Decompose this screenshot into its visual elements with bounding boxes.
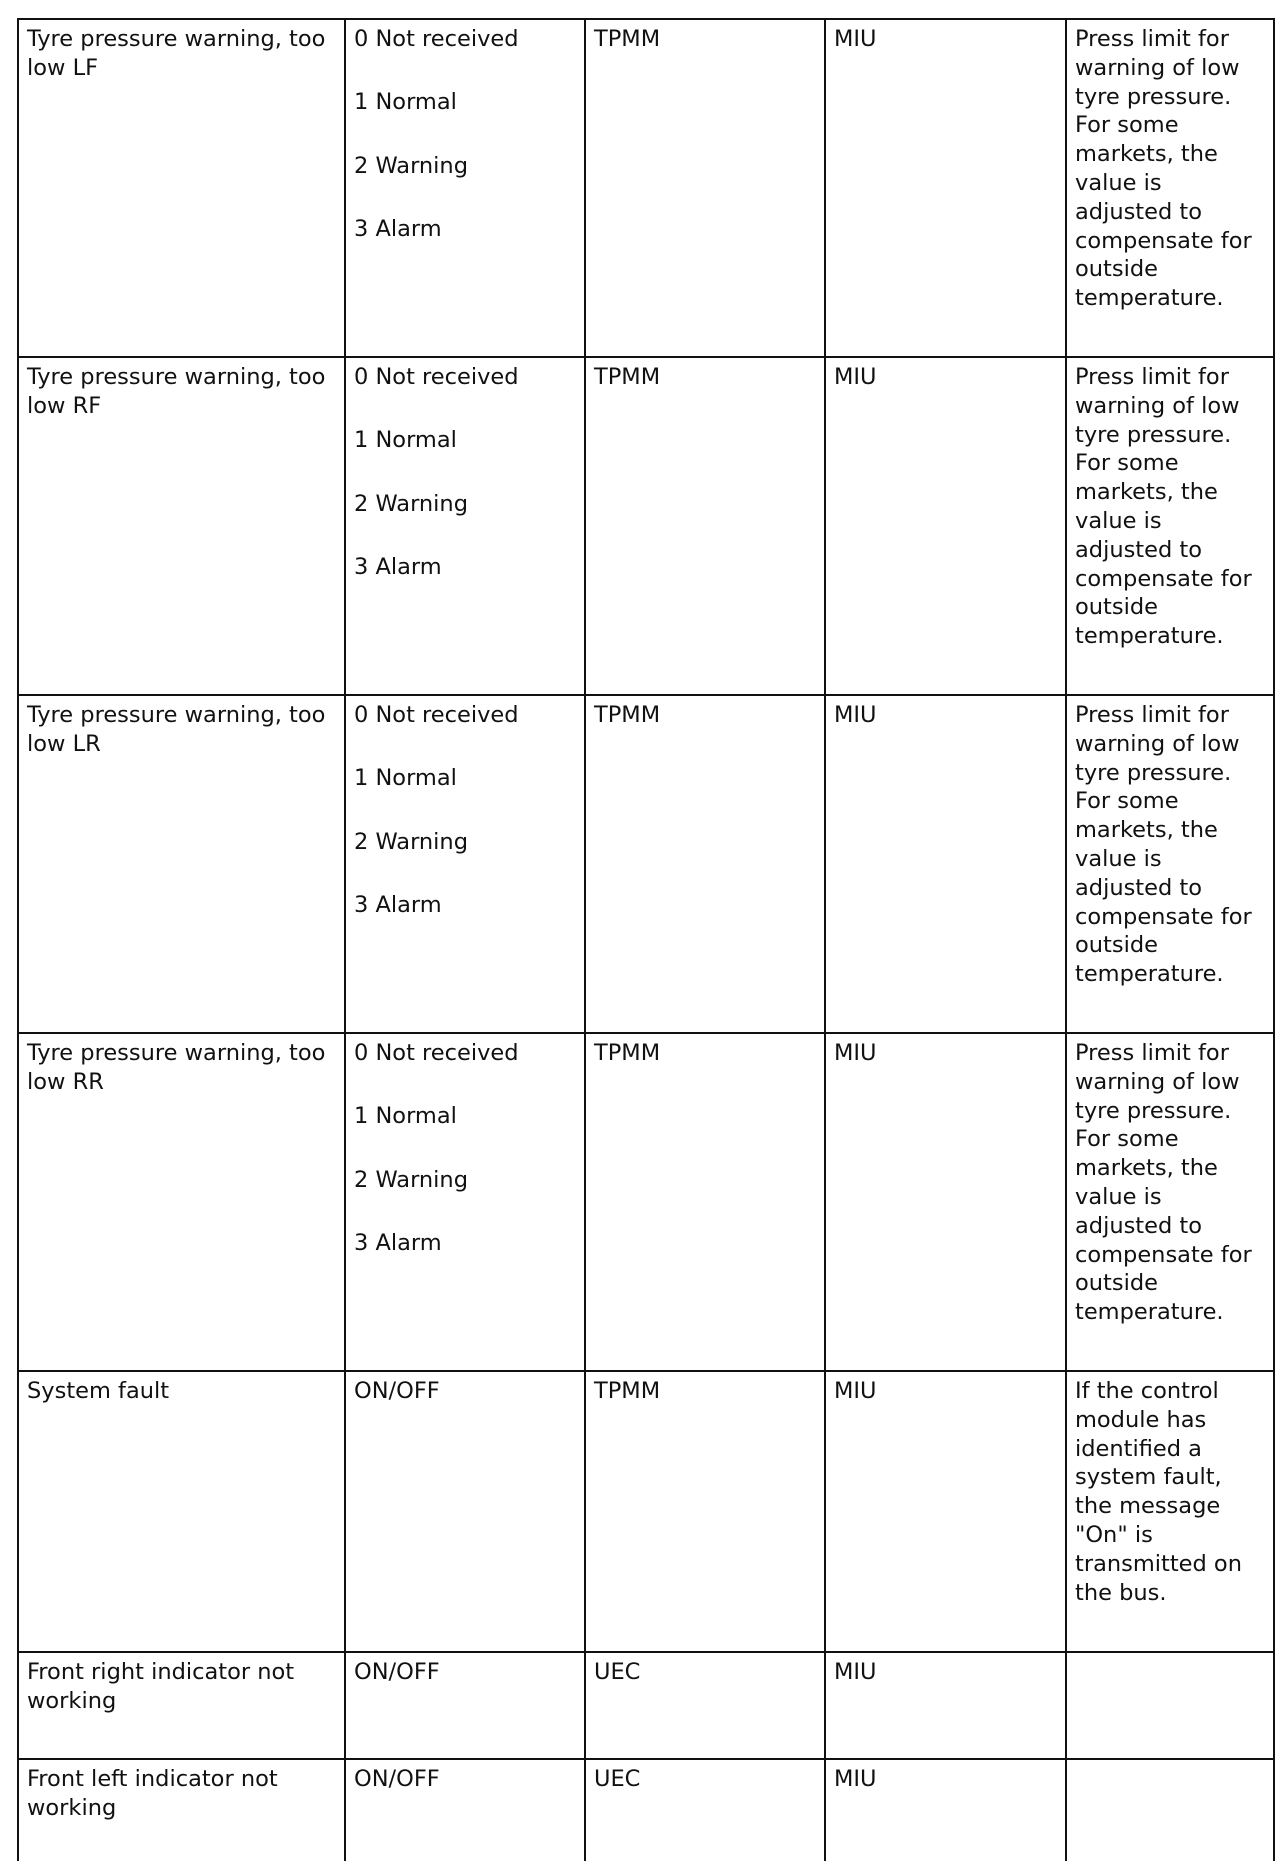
signal-name-cell: Tyre pressure warning, too low RF [18, 357, 345, 695]
value-option: 1 Normal [354, 427, 457, 454]
value-option: 3 Alarm [354, 215, 442, 242]
value-option: 2 Warning [354, 490, 468, 517]
sender-cell: TPMM [585, 357, 825, 695]
table-row [18, 1759, 1274, 1861]
signal-name-cell: Tyre pressure warning, too low LR [18, 695, 345, 1033]
receiver-cell: MIU [825, 357, 1066, 695]
signal-values-cell [345, 357, 585, 695]
value-option: 2 Warning [354, 152, 468, 179]
comment-cell: Press limit for warning of low tyre pressure. For some markets, the value is adjusted to compensate for outside temperature. [1066, 695, 1274, 1033]
value-option: ON/OFF [354, 1378, 440, 1404]
signal-values-cell [345, 1033, 585, 1371]
receiver-cell: MIU [825, 1371, 1066, 1652]
sender-cell: UEC [585, 1759, 825, 1861]
sender-cell: TPMM [585, 695, 825, 1033]
sender-cell: TPMM [585, 1033, 825, 1371]
signal-name-cell: Front left indicator not working [18, 1759, 345, 1861]
table-row [18, 1371, 1274, 1652]
comment-cell: Press limit for warning of low tyre pressure. For some markets, the value is adjusted to compensate for outside temperature. [1066, 357, 1274, 695]
receiver-cell: MIU [825, 695, 1066, 1033]
signal-values-cell [345, 1652, 585, 1759]
value-option: 2 Warning [354, 1166, 468, 1193]
value-option: 0 Not received [354, 364, 519, 390]
signal-name-cell: Front right indicator not working [18, 1652, 345, 1759]
value-option: 2 Warning [354, 828, 468, 855]
value-option: 1 Normal [354, 765, 457, 792]
value-option: 3 Alarm [354, 891, 442, 918]
value-option: 1 Normal [354, 1103, 457, 1130]
signal-values-cell [345, 695, 585, 1033]
signal-values-cell [345, 19, 585, 357]
value-option: ON/OFF [354, 1659, 440, 1685]
receiver-cell: MIU [825, 19, 1066, 357]
signal-table-page [17, 18, 1273, 1861]
receiver-cell: MIU [825, 1033, 1066, 1371]
receiver-cell: MIU [825, 1759, 1066, 1861]
value-option: 3 Alarm [354, 1229, 442, 1256]
table-row [18, 19, 1274, 357]
comment-cell [1066, 1759, 1274, 1861]
signal-name-cell: Tyre pressure warning, too low RR [18, 1033, 345, 1371]
table-row [18, 1652, 1274, 1759]
signal-name-cell: Tyre pressure warning, too low LF [18, 19, 345, 357]
table-row [18, 1033, 1274, 1371]
sender-cell: TPMM [585, 19, 825, 357]
comment-cell: Press limit for warning of low tyre pressure. For some markets, the value is adjusted to compensate for outside temperature. [1066, 19, 1274, 357]
value-option: 0 Not received [354, 1040, 519, 1066]
value-option: ON/OFF [354, 1766, 440, 1792]
signal-table [17, 18, 1275, 1861]
comment-cell: Press limit for warning of low tyre pressure. For some markets, the value is adjusted to compensate for outside temperature. [1066, 1033, 1274, 1371]
receiver-cell: MIU [825, 1652, 1066, 1759]
comment-cell: If the control module has identified a system fault, the message "On" is transmitted on the bus. [1066, 1371, 1274, 1652]
value-option: 3 Alarm [354, 553, 442, 580]
signal-name-cell: System fault [18, 1371, 345, 1652]
value-option: 0 Not received [354, 26, 519, 52]
value-option: 0 Not received [354, 702, 519, 728]
signal-values-cell [345, 1759, 585, 1861]
signal-values-cell [345, 1371, 585, 1652]
sender-cell: TPMM [585, 1371, 825, 1652]
sender-cell: UEC [585, 1652, 825, 1759]
comment-cell [1066, 1652, 1274, 1759]
value-option: 1 Normal [354, 89, 457, 116]
table-row [18, 357, 1274, 695]
table-row [18, 695, 1274, 1033]
